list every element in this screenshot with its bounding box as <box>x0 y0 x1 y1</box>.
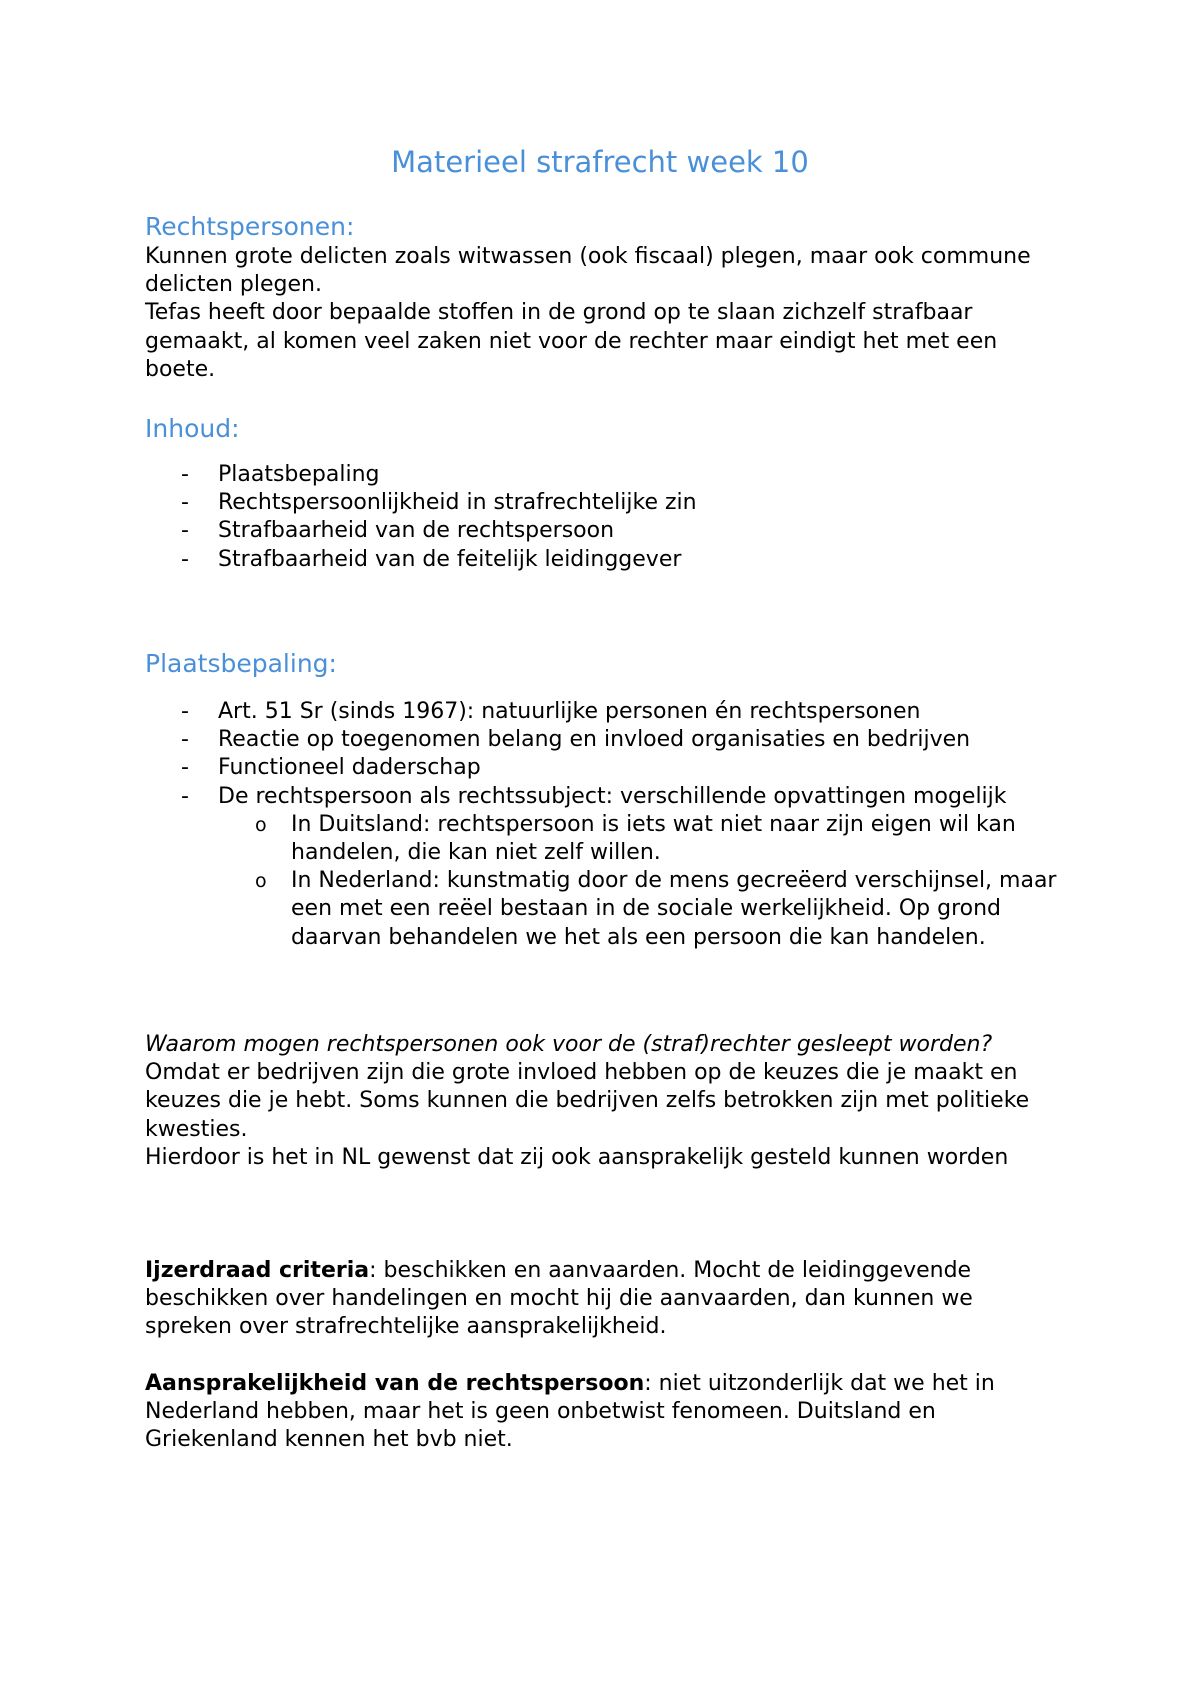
plaatsbepaling-list <box>145 698 1065 952</box>
list-bullet: - <box>181 699 189 724</box>
list-bullet: - <box>181 518 189 544</box>
list-bullet: - <box>181 727 189 753</box>
sublist-item <box>218 811 1065 867</box>
ijzerdraad-term: Ijzerdraad criteria <box>145 1258 370 1283</box>
question-text: Waarom mogen rechtspersonen ook voor de (straf)rechter gesleept worden? <box>145 1032 993 1057</box>
list-item-label: Plaatsbepaling <box>218 462 380 487</box>
list-item-label: Art. 51 Sr (sinds 1967): natuurlijke personen én rechtspersonen <box>218 699 921 724</box>
list-item <box>145 517 1065 545</box>
sublist-item-label: In Duitsland: rechtspersoon is iets wat niet naar zijn eigen wil kan handelen, die kan niet zelf willen. <box>291 811 1016 866</box>
list-bullet: - <box>181 490 189 516</box>
list-item <box>145 754 1065 782</box>
list-item-label: De rechtspersoon als rechtssubject: verschillende opvattingen mogelijk <box>218 783 1007 809</box>
ijzerdraad-text: : beschikken en aanvaarden. Mocht de leidinggevende beschikken over handelingen en mocht hij die aanvaarden, dan kunnen we spreken over strafrechtelijke aansprakelijkheid. <box>145 1258 973 1340</box>
list-item-label: Reactie op toegenomen belang en invloed organisaties en bedrijven <box>218 727 971 753</box>
heading-inhoud: Inhoud: <box>145 414 240 443</box>
heading-rechtspersonen: Rechtspersonen: <box>145 212 355 241</box>
rechtspersonen-paragraph-2: Tefas heeft door bepaalde stoffen in de grond op te slaan zichzelf strafbaar gemaakt, al komen veel zaken niet voor de rechter maar eindigt het met een boete. <box>145 300 998 382</box>
question-block <box>145 1031 1065 1172</box>
list-bullet: - <box>181 546 189 572</box>
list-item-label: Strafbaarheid van de feitelijk leidinggever <box>218 546 682 572</box>
list-item-label: Strafbaarheid van de rechtspersoon <box>218 518 615 544</box>
sublist <box>218 811 1065 952</box>
sublist-item-label: In Nederland: kunstmatig door de mens gecreëerd verschijnsel, maar een met een reëel bestaan in de sociale werkelijkheid. Op grond daarvan behandelen we het als een persoon die kan handelen. <box>291 868 1057 950</box>
list-item <box>145 783 1065 952</box>
answer-paragraph-2: Hierdoor is het in NL gewenst dat zij ook aansprakelijk gesteld kunnen worden <box>145 1144 1009 1170</box>
aansprakelijkheid-paragraph <box>145 1370 1065 1455</box>
sublist-item <box>218 867 1065 952</box>
list-item <box>145 726 1065 754</box>
rechtspersonen-paragraph-1: Kunnen grote delicten zoals witwassen (ook fiscaal) plegen, maar ook commune delicten plegen. <box>145 244 1031 298</box>
circle-bullet: o <box>255 870 267 893</box>
heading-plaatsbepaling: Plaatsbepaling: <box>145 649 337 678</box>
aansprakelijkheid-text: : niet uitzonderlijk dat we het in Nederland hebben, maar het is geen onbetwist fenomeen. Duitsland en Griekenland kennen het bvb niet. <box>145 1371 995 1453</box>
circle-bullet: o <box>255 813 267 836</box>
list-item <box>145 489 1065 517</box>
list-bullet: - <box>181 783 189 809</box>
aansprakelijkheid-term: Aansprakelijkheid van de rechtspersoon <box>145 1371 645 1396</box>
list-bullet: - <box>181 755 189 781</box>
document-title: Materieel strafrecht week 10 <box>391 145 809 179</box>
list-item-label: Functioneel daderschap <box>218 755 481 781</box>
inhoud-list <box>145 461 1065 574</box>
list-bullet: - <box>181 462 189 487</box>
list-item <box>145 698 1065 726</box>
rechtspersonen-body <box>145 243 1065 384</box>
answer-paragraph-1: Omdat er bedrijven zijn die grote invloed hebben op de keuzes die je maakt en keuzes die je hebt. Soms kunnen die bedrijven zelfs betrokken zijn met politieke kwesties. <box>145 1060 1030 1142</box>
ijzerdraad-paragraph <box>145 1257 1065 1342</box>
list-item <box>145 461 1065 489</box>
list-item-label: Rechtspersoonlijkheid in strafrechtelijke zin <box>218 490 697 516</box>
list-item <box>145 546 1065 574</box>
